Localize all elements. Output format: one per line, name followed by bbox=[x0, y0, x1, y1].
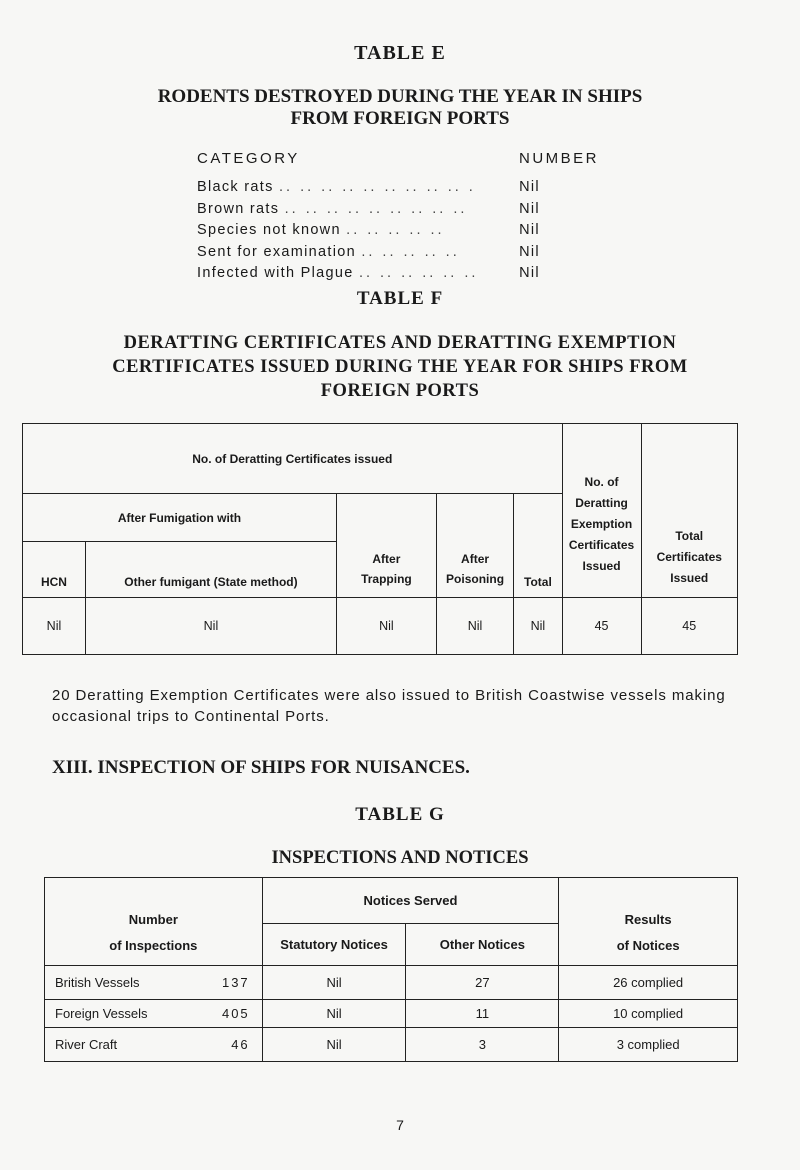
table-row bbox=[45, 966, 738, 1000]
exemption-note: 20 Deratting Exemption Certificates were also issued to British Coastwise vessels making occasional trips to Continental Ports. bbox=[52, 687, 726, 725]
total-value: Nil bbox=[514, 598, 562, 655]
exemption-header bbox=[562, 424, 641, 598]
inspection-count: 137 bbox=[221, 975, 250, 990]
rodent-value: Nil bbox=[519, 222, 540, 238]
result-value: 10 complied bbox=[559, 1000, 738, 1028]
statutory-value: Nil bbox=[262, 966, 406, 1000]
other-notices-header: Other Notices bbox=[406, 924, 559, 966]
inspection-count: 46 bbox=[231, 1037, 250, 1052]
number-inspections-header bbox=[45, 878, 263, 966]
after-poisoning-header bbox=[436, 494, 513, 598]
result-value: 26 complied bbox=[559, 966, 738, 1000]
deratting-table bbox=[22, 423, 738, 655]
vessel-label: British Vessels bbox=[55, 975, 140, 990]
exemption-value: 45 bbox=[562, 598, 641, 655]
results-header-line: of Notices bbox=[616, 937, 680, 953]
total-certificates-value: 45 bbox=[641, 598, 737, 655]
rodent-label: Brown rats bbox=[197, 200, 280, 217]
table-f-heading-line3: FOREIGN PORTS bbox=[320, 381, 480, 401]
exemption-header-line: Deratting bbox=[575, 496, 628, 510]
after-trapping-header-line: Trapping bbox=[361, 572, 412, 586]
rodent-value: Nil bbox=[519, 179, 540, 195]
rodent-row bbox=[197, 222, 557, 244]
rodent-value: Nil bbox=[519, 200, 540, 217]
rodent-label: Black rats bbox=[197, 179, 274, 195]
table-e-title: TABLE E bbox=[354, 42, 446, 64]
vessel-label: River Craft bbox=[55, 1037, 118, 1052]
table-e-heading-line2: FROM FOREIGN PORTS bbox=[290, 108, 510, 129]
rodent-row bbox=[197, 201, 557, 223]
trapping-value: Nil bbox=[336, 598, 436, 655]
exemption-header-line: Exemption bbox=[570, 517, 633, 531]
statutory-value: Nil bbox=[262, 1000, 406, 1028]
category-header: CATEGORY bbox=[197, 150, 300, 167]
other-notices-value: 27 bbox=[406, 966, 559, 1000]
total-header: Total bbox=[514, 494, 562, 598]
inspection-count: 405 bbox=[221, 1006, 250, 1021]
total-certificates-header-line: Certificates bbox=[656, 550, 722, 564]
exemption-header-line: No. of bbox=[584, 475, 619, 489]
total-certificates-header-line: Issued bbox=[670, 571, 709, 585]
hcn-value: Nil bbox=[23, 598, 86, 655]
results-header bbox=[559, 878, 738, 966]
rodent-label: Species not known bbox=[197, 222, 341, 238]
leader-dots: .. .. .. .. .. .. .. .. .. bbox=[284, 200, 468, 217]
table-row bbox=[45, 1028, 738, 1062]
vessel-label: Foreign Vessels bbox=[55, 1006, 148, 1021]
table-e-heading-line1: RODENTS DESTROYED DURING THE YEAR IN SHIPS bbox=[157, 86, 643, 107]
result-value: 3 complied bbox=[559, 1028, 738, 1062]
rodent-label: Infected with Plague bbox=[197, 265, 354, 281]
other-fumigant-header: Other fumigant (State method) bbox=[85, 542, 336, 598]
after-fumigation-header: After Fumigation with bbox=[23, 494, 337, 542]
rodent-row bbox=[197, 244, 557, 266]
rodent-value: Nil bbox=[519, 265, 540, 281]
exemption-header-line: Certificates bbox=[568, 538, 635, 552]
table-g-title: TABLE G bbox=[355, 804, 445, 825]
rodent-rows bbox=[197, 179, 557, 287]
statutory-notices-header: Statutory Notices bbox=[262, 924, 406, 966]
other-notices-value: 3 bbox=[406, 1028, 559, 1062]
rodent-row bbox=[197, 179, 557, 201]
table-f-heading-line1: DERATTING CERTIFICATES AND DERATTING EXEMPTION bbox=[123, 333, 677, 353]
table-f-title: TABLE F bbox=[356, 288, 444, 309]
other-fumigant-value: Nil bbox=[85, 598, 336, 655]
table-f-heading-line2: CERTIFICATES ISSUED DURING THE YEAR FOR SHIPS FROM bbox=[112, 357, 688, 377]
section-xiii-heading: XIII. INSPECTION OF SHIPS FOR NUISANCES. bbox=[52, 757, 470, 778]
number-inspections-header-line: of Inspections bbox=[109, 937, 198, 953]
notices-served-header: Notices Served bbox=[262, 878, 559, 924]
number-header: NUMBER bbox=[519, 150, 600, 167]
table-g-heading: INSPECTIONS AND NOTICES bbox=[271, 848, 529, 868]
leader-dots: .. .. .. .. .. bbox=[346, 222, 445, 238]
total-certificates-header-line: Total bbox=[675, 529, 704, 543]
vessel-cell bbox=[45, 1028, 263, 1062]
leader-dots: .. .. .. .. .. .. bbox=[358, 265, 479, 281]
after-trapping-header-line: After bbox=[372, 552, 401, 566]
hcn-header: HCN bbox=[23, 542, 86, 598]
vessel-cell bbox=[45, 966, 263, 1000]
rodent-row bbox=[197, 265, 557, 287]
after-poisoning-header-line: After bbox=[461, 552, 490, 566]
rodent-label: Sent for examination bbox=[197, 243, 356, 260]
number-inspections-header-line: Number bbox=[128, 911, 178, 927]
deratting-certificates-header: No. of Deratting Certificates issued bbox=[23, 424, 563, 494]
leader-dots: .. .. .. .. .. bbox=[361, 243, 460, 260]
table-row bbox=[45, 1000, 738, 1028]
exemption-header-line: Issued bbox=[582, 559, 621, 573]
after-trapping-header bbox=[336, 494, 436, 598]
inspections-table bbox=[44, 877, 738, 1062]
results-header-line: Results bbox=[624, 911, 672, 927]
after-poisoning-header-line: Poisoning bbox=[446, 572, 505, 586]
leader-dots: .. .. .. .. .. .. .. .. .. . bbox=[279, 179, 476, 195]
poisoning-value: Nil bbox=[436, 598, 513, 655]
vessel-cell bbox=[45, 1000, 263, 1028]
statutory-value: Nil bbox=[262, 1028, 406, 1062]
page-number: 7 bbox=[396, 1117, 404, 1133]
rodent-value: Nil bbox=[519, 243, 540, 260]
other-notices-value: 11 bbox=[406, 1000, 559, 1028]
table-f-heading bbox=[0, 331, 800, 403]
table-e-heading bbox=[0, 86, 800, 130]
total-certificates-header bbox=[641, 424, 737, 598]
